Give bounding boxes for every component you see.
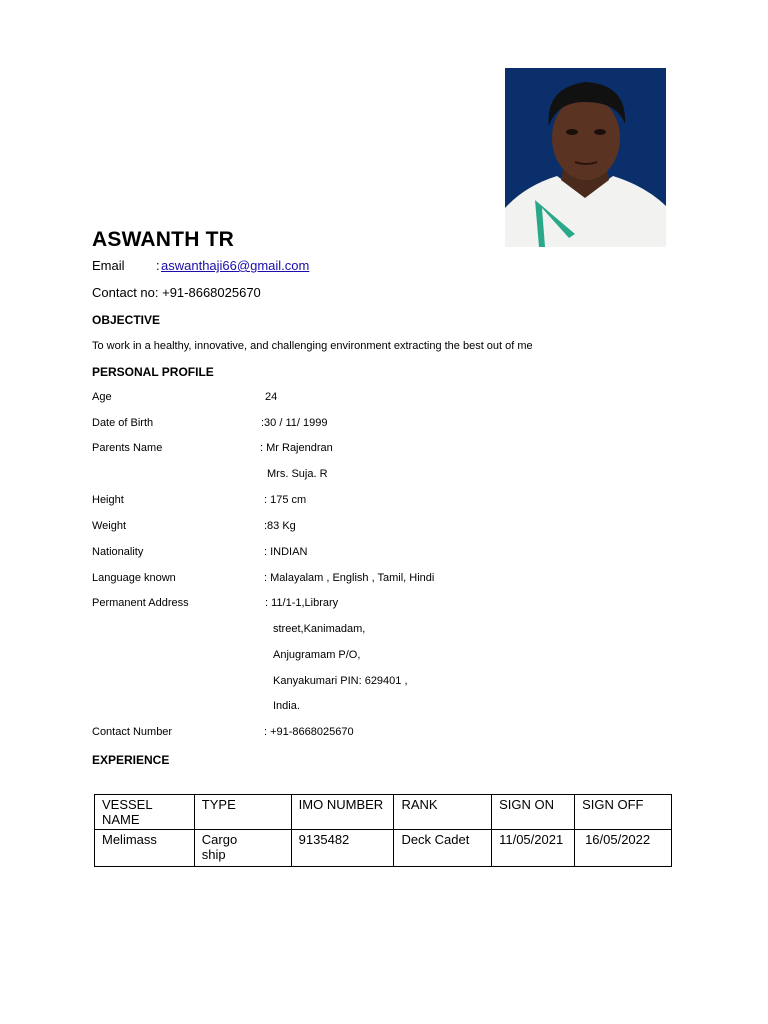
objective-heading: OBJECTIVE	[92, 313, 161, 327]
address-label: Permanent Address	[92, 597, 189, 609]
profile-photo	[505, 68, 666, 247]
cell-rank: Deck Cadet	[394, 830, 492, 867]
nationality-value: : INDIAN	[264, 546, 308, 558]
dob-label: Date of Birth	[92, 417, 154, 429]
header-sign-on: SIGN ON	[492, 795, 575, 830]
nationality-label: Nationality	[92, 546, 144, 558]
email-separator: :	[156, 258, 160, 273]
header-imo-number: IMO NUMBER	[291, 795, 394, 830]
header-sign-off: SIGN OFF	[575, 795, 672, 830]
contact-number-value: : +91-8668025670	[264, 726, 354, 738]
personal-profile-heading: PERSONAL PROFILE	[92, 365, 214, 379]
parents-value-father: : Mr Rajendran	[260, 442, 333, 454]
candidate-name: ASWANTH TR	[92, 228, 234, 251]
cell-vessel-name: Melimass	[95, 830, 195, 867]
objective-text: To work in a healthy, innovative, and challenging environment extracting the best out of me	[92, 340, 533, 352]
language-label: Language known	[92, 572, 176, 584]
header-rank: RANK	[394, 795, 492, 830]
language-value: : Malayalam , English , Tamil, Hindi	[264, 572, 435, 584]
cell-sign-off: 16/05/2022	[575, 830, 672, 867]
height-value: : 175 cm	[264, 494, 307, 506]
weight-label: Weight	[92, 520, 127, 532]
parents-value-mother: Mrs. Suja. R	[267, 468, 328, 480]
age-label: Age	[92, 391, 112, 403]
parents-label: Parents Name	[92, 442, 163, 454]
address-line-5: India.	[273, 700, 300, 712]
address-line-4: Kanyakumari PIN: 629401 ,	[273, 675, 408, 687]
header-type: TYPE	[194, 795, 291, 830]
contact-number-label: Contact Number	[92, 726, 173, 738]
contact-phone-line: Contact no: +91-8668025670	[92, 285, 261, 300]
email-link[interactable]: aswanthaji66@gmail.com	[161, 258, 310, 273]
weight-value: :83 Kg	[264, 520, 296, 532]
address-line-3: Anjugramam P/O,	[273, 649, 361, 661]
age-value: 24	[265, 391, 278, 403]
header-vessel-name: VESSEL NAME	[95, 795, 195, 830]
cell-type: Cargo ship	[194, 830, 291, 867]
email-label: Email	[92, 258, 125, 273]
cell-sign-on: 11/05/2021	[492, 830, 575, 867]
cell-imo-number: 9135482	[291, 830, 394, 867]
height-label: Height	[92, 494, 124, 506]
table-header-row	[95, 795, 672, 830]
table-row	[95, 830, 672, 867]
experience-table	[94, 794, 672, 867]
address-line-2: street,Kanimadam,	[273, 623, 366, 635]
dob-value: :30 / 11/ 1999	[261, 417, 328, 429]
address-line-1: : 11/1-1,Library	[265, 597, 339, 609]
experience-heading: EXPERIENCE	[92, 753, 170, 767]
